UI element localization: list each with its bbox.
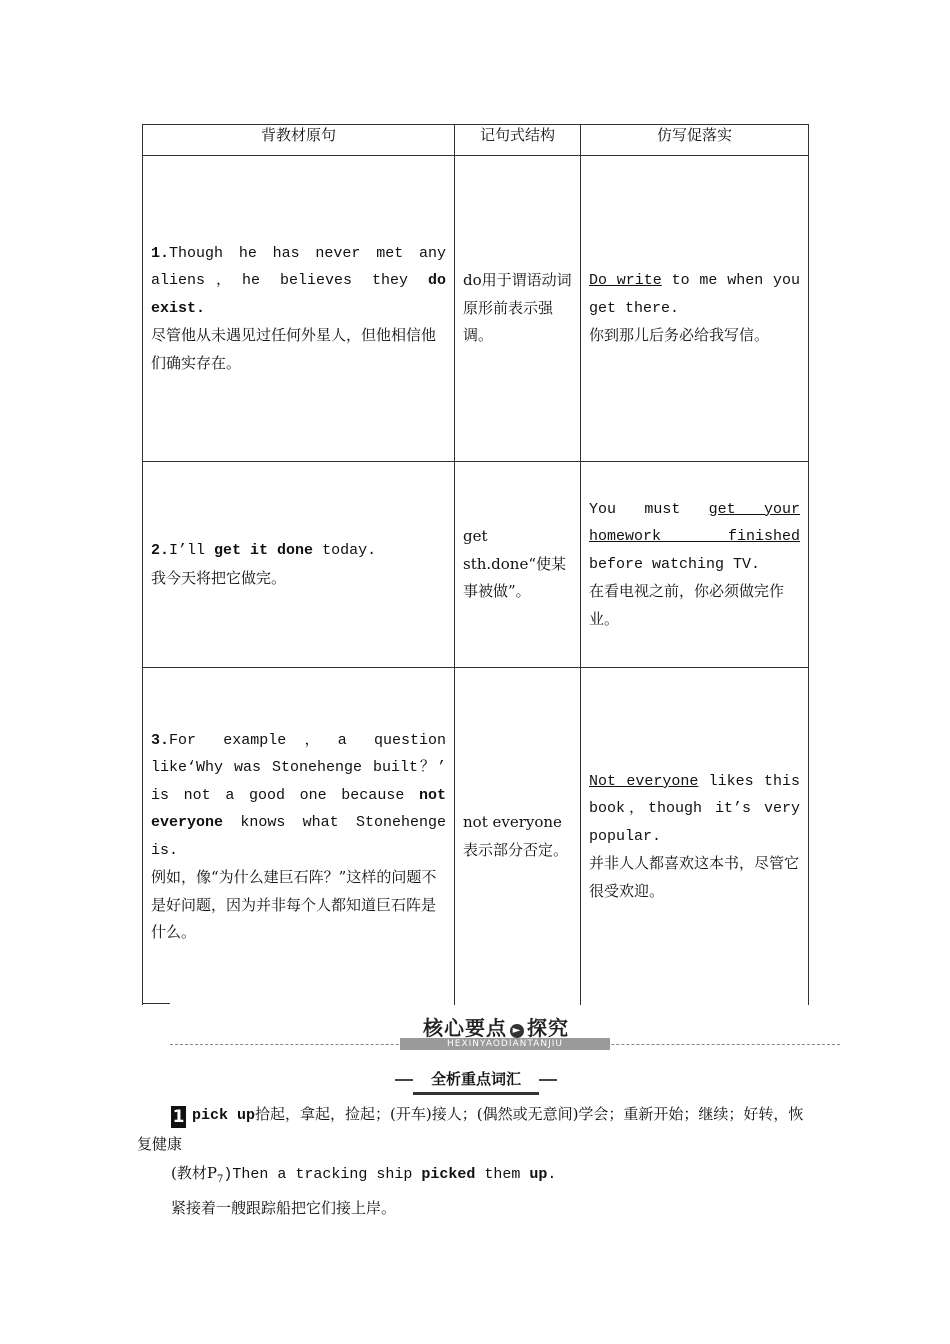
- imitation-answer: Do write: [589, 272, 662, 290]
- original-cn: 例如，像“为什么建巨石阵？”这样的问题不是好问题，因为并非每个人都知道巨石阵是什么。: [151, 868, 437, 941]
- original-cn: 我今天将把它做完。: [151, 568, 287, 587]
- original-sentence-cell: [143, 462, 455, 668]
- arrow-right-icon: ►: [510, 1024, 524, 1038]
- section-banner: [170, 1010, 840, 1052]
- table-row: [143, 668, 809, 1006]
- imitation-cn: 在看电视之前，你必须做完作业。: [589, 582, 785, 628]
- header-original: 背教材原句: [143, 125, 455, 156]
- vocab-entry: [137, 1100, 812, 1223]
- imitation-en: You must: [589, 500, 709, 518]
- table-row: [143, 462, 809, 668]
- imitation-cn: 你到那儿后务必给我写信。: [589, 326, 770, 345]
- original-en: For example，a question like‘Why was Stonehenge built？’ is not a good one because: [151, 731, 446, 804]
- sentence-table: [142, 124, 809, 1005]
- imitation-answer: get your homework finished: [589, 500, 801, 546]
- imitation-cn: 并非人人都喜欢这本书，尽管它很受欢迎。: [589, 854, 800, 900]
- entry-meaning: 拾起，拿起，捡起；(开车)接人；(偶然或无意间)学会；重新开始；继续；好转，恢复健康: [137, 1105, 804, 1153]
- imitation-cell: [581, 668, 809, 1006]
- structure-cell: not everyone表示部分否定。: [455, 668, 581, 1006]
- original-en: I’ll: [169, 542, 215, 559]
- original-en-tail: knows what Stonehenge is.: [151, 814, 446, 859]
- imitation-cell: [581, 462, 809, 668]
- structure-cell: get sth.done“使某事被做”。: [455, 462, 581, 668]
- sub-banner: [395, 1068, 557, 1092]
- original-sentence-cell: [143, 668, 455, 1006]
- sub-banner-label: 全析重点词汇: [413, 1068, 539, 1095]
- original-cn: 尽管他从未遇见过任何外星人，但他相信他们确实存在。: [151, 326, 437, 372]
- structure-cell: do用于谓语动词原形前表示强调。: [455, 156, 581, 462]
- imitation-en-tail: before watching TV.: [589, 555, 761, 573]
- header-structure: 记句式结构: [455, 125, 581, 156]
- original-keyword: do exist.: [151, 272, 446, 317]
- row-number: 3.: [151, 731, 170, 749]
- imitation-en: likes this book，though it’s very popular.: [589, 772, 800, 845]
- imitation-answer: Not everyone: [589, 772, 699, 790]
- entry-phrase: pick up: [192, 1107, 256, 1124]
- banner-subtitle: HEXINYAODIANTANJIU: [400, 1038, 610, 1050]
- original-keyword: not everyone: [151, 786, 446, 831]
- row-number: 2.: [151, 542, 170, 559]
- original-sentence-cell: [143, 156, 455, 462]
- original-en: Though he has never met any aliens，he believes they: [151, 244, 446, 290]
- entry-number: 1: [172, 1107, 185, 1127]
- banner-title-b: 探究: [527, 1016, 569, 1040]
- table-row: [143, 156, 809, 462]
- imitation-cell: [581, 156, 809, 462]
- entry-head: [137, 1100, 812, 1159]
- banner-title-a: 核心要点: [423, 1016, 507, 1040]
- entry-translation: 紧接着一艘跟踪船把它们接上岸。: [171, 1199, 397, 1217]
- entry-example: (教材$P_7)Then$ a tracking ship picked them up.: [171, 1164, 557, 1185]
- header-imitation: 仿写促落实: [581, 125, 809, 156]
- row-number: 1.: [151, 244, 170, 262]
- original-keyword: get it done: [214, 542, 314, 559]
- original-en-tail: today.: [313, 542, 377, 559]
- table-header-row: [143, 125, 809, 156]
- imitation-en: to me when you get there.: [589, 272, 800, 317]
- banner-title: [423, 1012, 569, 1041]
- table-bottom-stub: [142, 1003, 170, 1004]
